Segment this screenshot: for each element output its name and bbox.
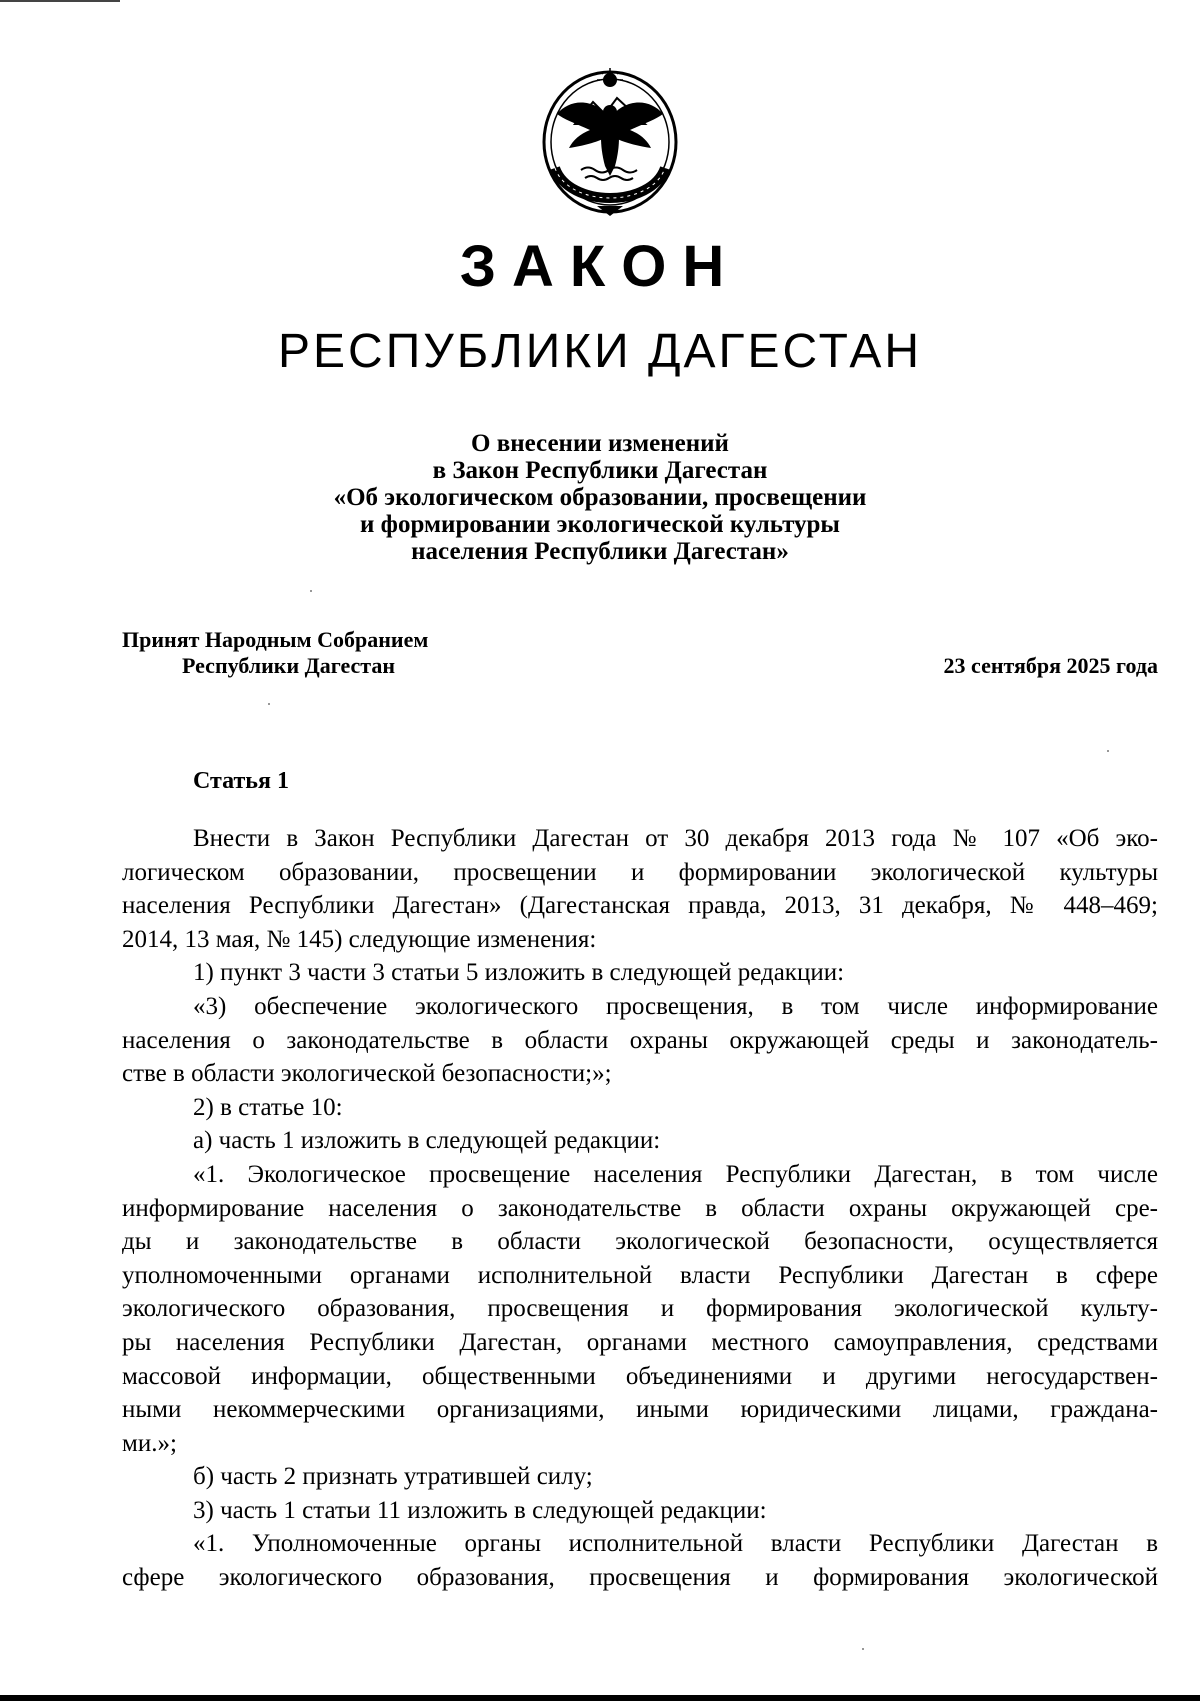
body-line: 2) в статье 10:: [193, 1093, 343, 1121]
scan-edge-bottom: [0, 1695, 1200, 1701]
adopted-by: [122, 627, 428, 679]
article-heading: Статья 1: [193, 768, 289, 794]
body-line: 1) пункт 3 части 3 статьи 5 изложить в следующей редакции:: [193, 959, 845, 987]
subject-line: «Об экологическом образовании, просвещении: [333, 484, 867, 511]
law-subject: [0, 430, 1200, 565]
body-line: ры населения Республики Дагестан, органами местного самоуправления, средствами: [122, 1328, 1158, 1356]
body-line: населения о законодательстве в области охраны окружающей среды и законодатель-: [122, 1026, 1158, 1054]
body-line: а) часть 1 изложить в следующей редакции:: [193, 1127, 661, 1155]
scan-edge-top: [0, 0, 120, 2]
adoption-date: 23 сентября 2025 года: [943, 653, 1158, 678]
body-line: стве в области экологической безопасности;»;: [122, 1060, 612, 1088]
body-line: населения Республики Дагестан» (Дагестанская правда, 2013, 31 декабря, № 448–469;: [122, 892, 1158, 920]
body-line: «1. Уполномоченные органы исполнительной власти Республики Дагестан в: [193, 1530, 1158, 1558]
subject-line: населения Республики Дагестан»: [411, 538, 789, 565]
body-line: б) часть 2 признать утратившей силу;: [193, 1463, 593, 1491]
body-line: сфере экологического образования, просвещения и формирования экологической: [122, 1564, 1158, 1592]
body-line: ными некоммерческими организациями, иными юридическими лицами, граждана-: [122, 1396, 1158, 1424]
subject-line: О внесении изменений: [471, 430, 729, 457]
article-body: [122, 822, 1158, 1595]
body-line: 2014, 13 мая, № 145) следующие изменения:: [122, 925, 597, 953]
scan-speck: [862, 1648, 864, 1650]
body-line: «3) обеспечение экологического просвещения, в том числе информирование: [193, 992, 1158, 1020]
scan-speck: [310, 590, 312, 592]
scan-speck: [268, 703, 270, 705]
subject-line: и формировании экологической культуры: [360, 511, 840, 538]
body-line: уполномоченными органами исполнительной власти Республики Дагестан в сфере: [122, 1261, 1158, 1289]
body-line: Внести в Закон Республики Дагестан от 30 декабря 2013 года № 107 «Об эко-: [193, 825, 1158, 852]
body-line: 3) часть 1 статьи 11 изложить в следующей редакции:: [193, 1496, 767, 1524]
subject-line: в Закон Республики Дагестан: [432, 457, 768, 484]
body-line: «1. Экологическое просвещение населения Республики Дагестан, в том числе: [193, 1160, 1158, 1188]
body-line: массовой информации, общественными объединениями и другими негосударствен-: [122, 1362, 1158, 1390]
body-line: ми.»;: [122, 1429, 177, 1457]
document-title: ЗАКОН: [459, 234, 741, 299]
body-line: ды и законодательстве в области экологической безопасности, осуществляется: [122, 1228, 1158, 1256]
body-line: логическом образовании, просвещении и формировании экологической культуры: [122, 858, 1158, 886]
document-subtitle: РЕСПУБЛИКИ ДАГЕСТАН: [278, 325, 922, 378]
body-line: информирование населения о законодательстве в области охраны окружающей сре-: [122, 1194, 1158, 1222]
adopted-by-line: Республики Дагестан: [182, 653, 396, 678]
scan-speck: [1107, 750, 1109, 752]
adopted-by-line: Принят Народным Собранием: [122, 627, 429, 652]
body-line: экологического образования, просвещения и формирования экологической культу-: [122, 1295, 1158, 1323]
coat-of-arms-icon: [535, 58, 685, 218]
